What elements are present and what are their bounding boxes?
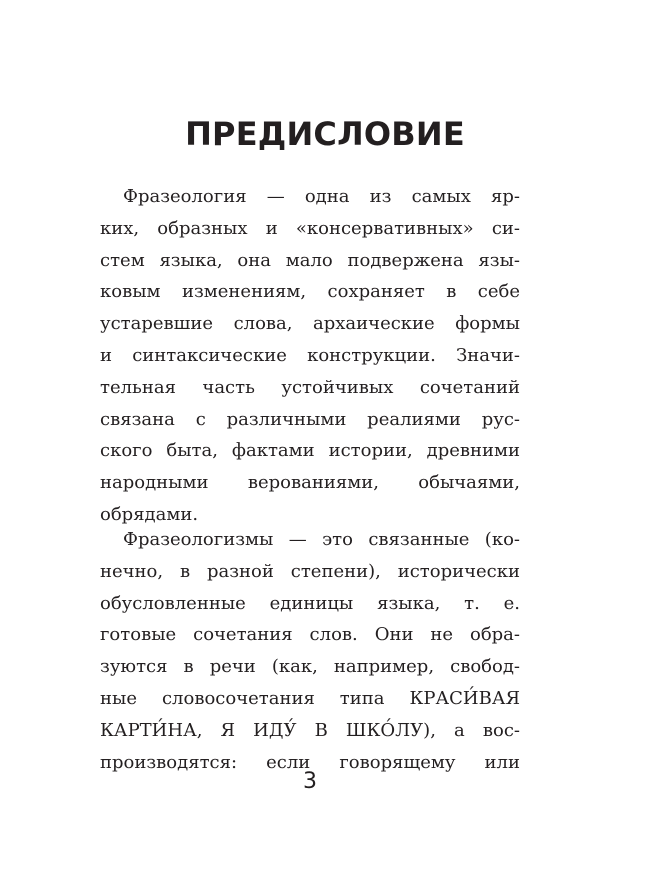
text-line: готовые сочетания слов. Они не обра- bbox=[100, 624, 520, 646]
text-line: стем языка, она мало подвержена язы- bbox=[100, 249, 520, 271]
text-line: обрядами. bbox=[100, 503, 199, 525]
text-line: ковым изменениям, сохраняет в себе bbox=[100, 281, 520, 303]
paragraph-2 bbox=[100, 524, 520, 778]
page-title: ПРЕДИСЛОВИЕ bbox=[185, 115, 465, 153]
paragraph-1 bbox=[100, 181, 520, 531]
text-line: КАРТИ́НА, Я ИДУ́ В ШКО́ЛУ), а вос- bbox=[100, 719, 520, 741]
page-number: 3 bbox=[303, 769, 317, 794]
text-line: и синтаксические конструкции. Значи- bbox=[100, 344, 520, 366]
text-line: ского быта, фактами истории, древними bbox=[100, 440, 520, 462]
text-line: ные словосочетания типа КРАСИ́ВАЯ bbox=[100, 687, 520, 709]
text-line: связана с различными реалиями рус- bbox=[100, 408, 520, 430]
text-line: зуются в речи (как, например, свобод- bbox=[100, 656, 520, 678]
text-line: устаревшие слова, архаические формы bbox=[100, 313, 520, 335]
text-line: ких, образных и «консервативных» си- bbox=[100, 217, 520, 239]
text-line: тельная часть устойчивых сочетаний bbox=[100, 376, 520, 398]
text-line: обусловленные единицы языка, т. е. bbox=[100, 592, 520, 614]
text-line: Фразеологизмы — это связанные (ко- bbox=[123, 529, 520, 550]
text-line: народными верованиями, обычаями, bbox=[100, 472, 520, 494]
text-line: производятся: если говорящему или bbox=[100, 751, 520, 773]
text-line: Фразеология — одна из самых яр- bbox=[123, 186, 520, 207]
text-line: нечно, в разной степени), исторически bbox=[100, 560, 520, 582]
